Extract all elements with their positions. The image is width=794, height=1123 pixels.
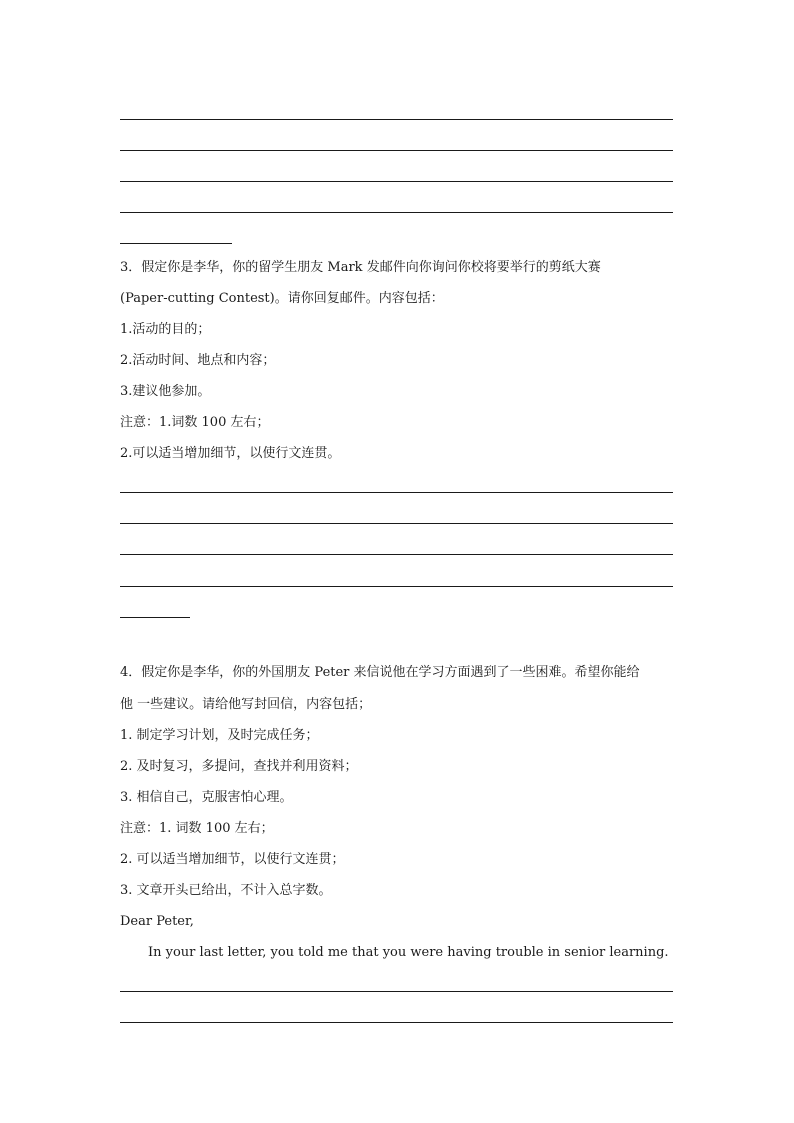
letter-salutation: Dear Peter, — [120, 914, 194, 929]
q3-note-2: 2.可以适当增加细节，以使行文连贯。 — [120, 446, 341, 461]
answer-line — [120, 119, 673, 120]
answer-line — [120, 1022, 673, 1023]
q3-prompt-line-1: 3．假定你是李华，你的留学生朋友 Mark 发邮件向你询问你校将要举行的剪纸大赛 — [120, 260, 601, 275]
answer-line-short — [120, 617, 190, 618]
answer-line — [120, 212, 673, 213]
q3-prompt-line-2: (Paper-cutting Contest)。请你回复邮件。内容包括： — [120, 291, 444, 306]
answer-line — [120, 991, 673, 992]
answer-line — [120, 586, 673, 587]
q4-note-2: 2. 可以适当增加细节，以使行文连贯； — [120, 852, 345, 867]
q4-prompt-line-1: 4．假定你是李华，你的外国朋友 Peter 来信说他在学习方面遇到了一些困难。希望你能给 — [120, 665, 640, 680]
q3-requirement-1: 1.活动的目的； — [120, 322, 211, 337]
q4-requirement-1: 1. 制定学习计划，及时完成任务； — [120, 728, 319, 743]
q3-requirement-3: 3.建议他参加。 — [120, 384, 211, 399]
q4-note-1: 注意：1. 词数 100 左右； — [120, 821, 274, 836]
q4-requirement-3: 3. 相信自己，克服害怕心理。 — [120, 790, 293, 805]
q4-prompt-line-2: 他 一些建议。请给他写封回信，内容包括； — [120, 697, 372, 712]
q4-note-3: 3. 文章开头已给出，不计入总字数。 — [120, 883, 332, 898]
letter-opening: In your last letter, you told me that you were having trouble in senior learning. — [148, 945, 669, 960]
answer-line — [120, 523, 673, 524]
q4-requirement-2: 2. 及时复习，多提问，查找并利用资料； — [120, 759, 358, 774]
answer-line — [120, 181, 673, 182]
answer-line — [120, 554, 673, 555]
q3-requirement-2: 2.活动时间、地点和内容； — [120, 353, 276, 368]
answer-line-short — [120, 243, 232, 244]
answer-line — [120, 150, 673, 151]
answer-line — [120, 492, 673, 493]
q3-note-1: 注意：1.词数 100 左右； — [120, 415, 270, 430]
